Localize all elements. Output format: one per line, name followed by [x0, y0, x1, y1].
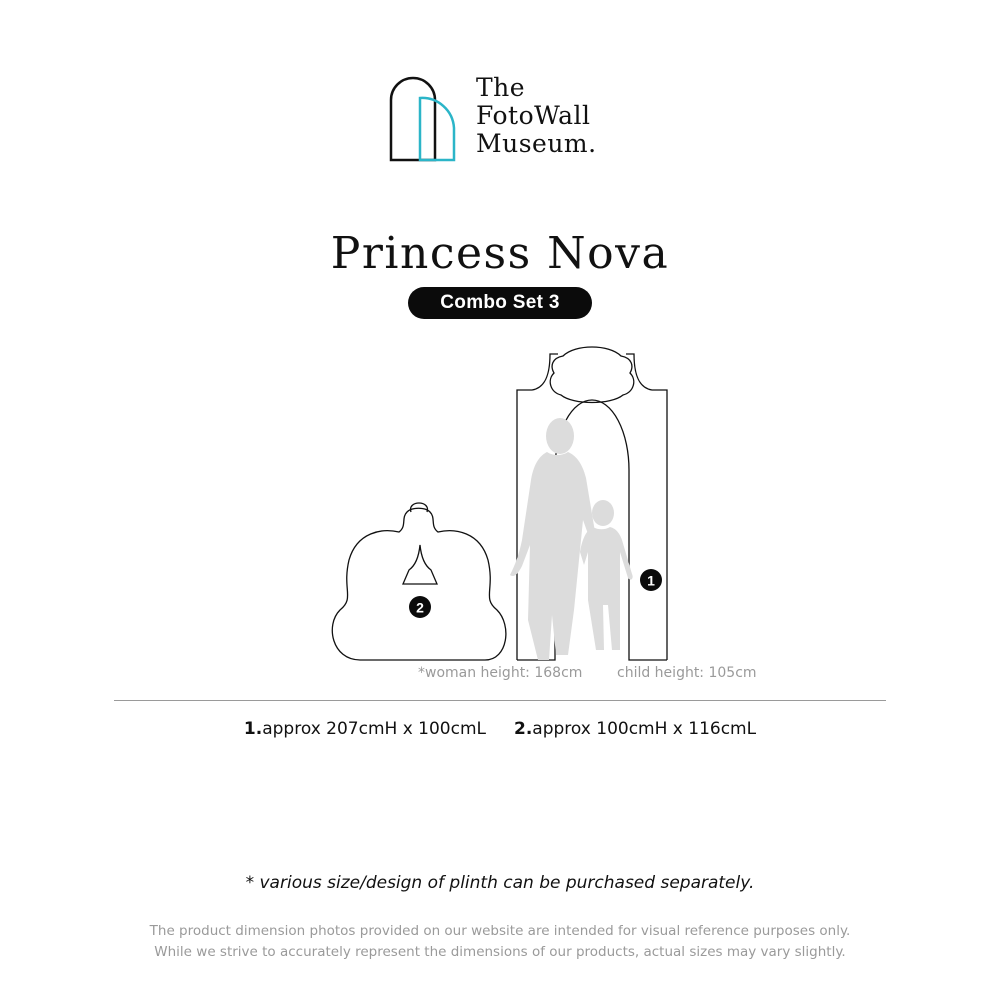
dimension-index-2: 2.	[514, 719, 533, 739]
marker-1-label: 1	[647, 572, 655, 589]
disclaimer-line-1: The product dimension photos provided on our website are intended for visual reference purposes only.	[149, 923, 851, 939]
marker-1-badge	[640, 569, 662, 591]
combo-badge: Combo Set 3	[408, 287, 592, 319]
dimension-index-1: 1.	[243, 719, 263, 739]
disclaimer-line-2: While we strive to accurately represent the dimensions of our products, actual sizes may vary slightly.	[154, 944, 846, 960]
dimension-text-1: approx 207cmH x 100cmL	[262, 719, 486, 739]
crown-board-outline	[332, 503, 506, 660]
dimension-item-1	[244, 719, 486, 739]
woman-height-note: *woman height: 168cm	[418, 665, 583, 681]
marker-2-label: 2	[416, 599, 424, 616]
child-height-note: child height: 105cm	[617, 665, 757, 681]
product-illustration	[0, 340, 1000, 670]
dimensions-row	[0, 719, 1000, 739]
dimension-item-2	[514, 719, 756, 739]
logo-arch-icon	[388, 72, 460, 162]
brand-name-line-3: Museum.	[476, 129, 597, 158]
brand-name-line-2: FotoWall	[476, 101, 591, 130]
brand-name-line-1: The	[476, 73, 526, 102]
dimension-text-2: approx 100cmH x 116cmL	[532, 719, 757, 739]
plinth-note: * various size/design of plinth can be purchased separately.	[245, 873, 755, 893]
marker-2-badge	[409, 596, 431, 618]
divider	[114, 700, 886, 701]
brand-name	[476, 74, 597, 158]
product-title: Princess Nova	[330, 228, 670, 279]
